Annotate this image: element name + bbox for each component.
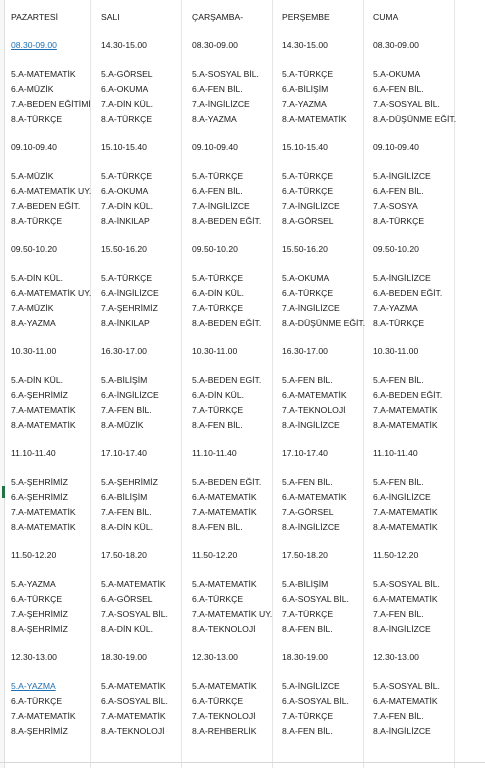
lesson-cell-carsamba[interactable]: 8.A-FEN BİL. [192,420,243,430]
lesson-cell-cuma[interactable]: 5.A-SOSYAL BİL. [373,579,440,589]
lesson-cell-cuma[interactable]: 7.A-SOSYA [373,201,418,211]
time-cell-sali[interactable]: 18.30-19.00 [101,652,147,662]
lesson-cell-pazartesi[interactable]: 5.A-DİN KÜL. [11,273,64,283]
lesson-cell-sali[interactable]: 6.A-OKUMA [101,186,149,196]
lesson-cell-sali[interactable]: 7.A-FEN BİL. [101,405,152,415]
lesson-cell-pazartesi[interactable]: 7.A-BEDEN EĞİT. [11,201,81,211]
lesson-cell-cuma[interactable]: 6.A-FEN BİL. [373,84,424,94]
time-cell-cuma[interactable]: 08.30-09.00 [373,40,419,50]
lesson-cell-pazartesi[interactable]: 5.A-YAZMA [11,579,56,589]
lesson-cell-persembe[interactable]: 7.A-İNGİLİZCE [282,303,340,313]
lesson-cell-sali[interactable]: 6.A-SOSYAL BİL. [101,696,168,706]
lesson-cell-sali[interactable]: 7.A-SOSYAL BİL. [101,609,168,619]
time-cell-persembe[interactable]: 18.30-19.00 [282,652,328,662]
lesson-cell-carsamba[interactable]: 8.A-REHBERLİK [192,726,257,736]
lesson-cell-persembe[interactable]: 6.A-BİLİŞİM [282,84,329,94]
lesson-cell-persembe[interactable]: 6.A-MATEMATİK [282,390,347,400]
time-cell-carsamba[interactable]: 08.30-09.00 [192,40,238,50]
time-cell-cuma[interactable]: 12.30-13.00 [373,652,419,662]
lesson-cell-persembe[interactable]: 5.A-FEN BİL. [282,477,333,487]
lesson-cell-pazartesi[interactable]: 5.A-MÜZİK [11,171,54,181]
lesson-cell-carsamba[interactable]: 7.A-MATEMATİK [192,507,257,517]
lesson-cell-pazartesi[interactable]: 6.A-MÜZİK [11,84,54,94]
lesson-cell-pazartesi[interactable]: 8.A-MATEMATİK [11,420,76,430]
header-sali[interactable]: SALI [101,12,120,22]
lesson-cell-cuma[interactable]: 7.A-YAZMA [373,303,418,313]
lesson-cell-pazartesi[interactable]: 5.A-MATEMATİK [11,69,76,79]
lesson-cell-cuma[interactable]: 5.A-İNGİLİZCE [373,273,431,283]
time-cell-pazartesi[interactable]: 12.30-13.00 [11,652,57,662]
time-cell-persembe[interactable]: 14.30-15.00 [282,40,328,50]
lesson-cell-carsamba[interactable]: 5.A-SOSYAL BİL. [192,69,259,79]
lesson-cell-persembe[interactable]: 8.A-GÖRSEL [282,216,334,226]
lesson-cell-cuma[interactable]: 8.A-DÜŞÜNME EĞİT. [373,114,457,124]
lesson-cell-persembe[interactable]: 6.A-TÜRKÇE [282,186,334,196]
time-cell-carsamba[interactable]: 10.30-11.00 [192,346,238,356]
time-cell-pazartesi[interactable]: 11.10-11.40 [11,448,56,458]
lesson-cell-cuma[interactable]: 5.A-SOSYAL BİL. [373,681,440,691]
lesson-cell-carsamba[interactable]: 7.A-MATEMATİK UY. [192,609,273,619]
lesson-cell-carsamba[interactable]: 8.A-BEDEN EĞİT. [192,216,262,226]
lesson-cell-persembe[interactable]: 6.A-SOSYAL BİL. [282,594,349,604]
lesson-cell-carsamba[interactable]: 6.A-TÜRKÇE [192,594,244,604]
lesson-cell-sali[interactable]: 5.A-MATEMATİK [101,681,166,691]
time-cell-carsamba[interactable]: 12.30-13.00 [192,652,238,662]
lesson-cell-pazartesi[interactable]: 8.A-YAZMA [11,318,56,328]
time-cell-persembe[interactable]: 15.50-16.20 [282,244,328,254]
lesson-cell-cuma[interactable]: 7.A-FEN BİL. [373,711,424,721]
lesson-cell-persembe[interactable]: 7.A-YAZMA [282,99,327,109]
lesson-cell-persembe[interactable]: 5.A-OKUMA [282,273,330,283]
time-cell-persembe[interactable]: 16.30-17.00 [282,346,328,356]
lesson-cell-persembe[interactable]: 5.A-TÜRKÇE [282,69,334,79]
lesson-cell-cuma[interactable]: 6.A-MATEMATİK [373,696,438,706]
time-cell-pazartesi[interactable]: 10.30-11.00 [11,346,57,356]
lesson-cell-pazartesi[interactable]: 5.A-YAZMA [11,681,56,691]
lesson-cell-carsamba[interactable]: 8.A-FEN BİL. [192,522,243,532]
lesson-cell-sali[interactable]: 5.A-GÖRSEL [101,69,153,79]
time-cell-pazartesi[interactable]: 09.50-10.20 [11,244,57,254]
lesson-cell-persembe[interactable]: 5.A-FEN BİL. [282,375,333,385]
lesson-cell-carsamba[interactable]: 7.A-İNGİLİZCE [192,201,250,211]
lesson-cell-carsamba[interactable]: 7.A-İNGİLİZCE [192,99,250,109]
lesson-cell-persembe[interactable]: 7.A-İNGİLİZCE [282,201,340,211]
lesson-cell-cuma[interactable]: 8.A-MATEMATİK [373,420,438,430]
lesson-cell-carsamba[interactable]: 5.A-MATEMATİK [192,579,257,589]
lesson-cell-pazartesi[interactable]: 8.A-MATEMATİK [11,522,76,532]
lesson-cell-sali[interactable]: 5.A-ŞEHRİMİZ [101,477,158,487]
lesson-cell-pazartesi[interactable]: 8.A-ŞEHRİMİZ [11,624,68,634]
lesson-cell-sali[interactable]: 7.A-DİN KÜL. [101,99,154,109]
lesson-cell-cuma[interactable]: 6.A-İNGİLİZCE [373,492,431,502]
lesson-cell-cuma[interactable]: 6.A-FEN BİL. [373,186,424,196]
header-pazartesi[interactable]: PAZARTESİ [11,12,58,22]
lesson-cell-carsamba[interactable]: 5.A-TÜRKÇE [192,171,244,181]
header-persembe[interactable]: PERŞEMBE [282,12,330,22]
lesson-cell-pazartesi[interactable]: 7.A-MÜZİK [11,303,54,313]
lesson-cell-cuma[interactable]: 6.A-BEDEN EĞİT. [373,288,443,298]
lesson-cell-cuma[interactable]: 8.A-İNGİLİZCE [373,624,431,634]
lesson-cell-persembe[interactable]: 7.A-TEKNOLOJİ [282,405,346,415]
time-cell-carsamba[interactable]: 11.50-12.20 [192,550,238,560]
lesson-cell-carsamba[interactable]: 5.A-MATEMATİK [192,681,257,691]
lesson-cell-carsamba[interactable]: 7.A-TÜRKÇE [192,303,244,313]
lesson-cell-pazartesi[interactable]: 7.A-BEDEN EĞİTİMİ [11,99,91,109]
lesson-cell-cuma[interactable]: 7.A-MATEMATİK [373,507,438,517]
lesson-cell-carsamba[interactable]: 5.A-BEDEN EĞİT. [192,477,262,487]
lesson-cell-pazartesi[interactable]: 6.A-ŞEHRİMİZ [11,390,68,400]
lesson-cell-carsamba[interactable]: 7.A-TEKNOLOJİ [192,711,256,721]
lesson-cell-cuma[interactable]: 5.A-FEN BİL. [373,375,424,385]
lesson-cell-cuma[interactable]: 8.A-TÜRKÇE [373,216,425,226]
lesson-cell-sali[interactable]: 5.A-TÜRKÇE [101,171,153,181]
lesson-cell-cuma[interactable]: 7.A-FEN BİL. [373,609,424,619]
time-cell-cuma[interactable]: 11.50-12.20 [373,550,419,560]
time-cell-persembe[interactable]: 17.50-18.20 [282,550,328,560]
lesson-cell-sali[interactable]: 6.A-GÖRSEL [101,594,153,604]
time-cell-pazartesi[interactable]: 11.50-12.20 [11,550,57,560]
active-cell-indicator [2,486,5,498]
lesson-cell-pazartesi[interactable]: 8.A-ŞEHRİMİZ [11,726,68,736]
lesson-cell-carsamba[interactable]: 7.A-TÜRKÇE [192,405,244,415]
lesson-cell-persembe[interactable]: 6.A-TÜRKÇE [282,288,334,298]
lesson-cell-persembe[interactable]: 8.A-FEN BİL. [282,624,333,634]
lesson-cell-carsamba[interactable]: 6.A-MATEMATİK [192,492,257,502]
lesson-cell-carsamba[interactable]: 8.A-YAZMA [192,114,237,124]
lesson-cell-carsamba[interactable]: 6.A-TÜRKÇE [192,696,244,706]
lesson-cell-pazartesi[interactable]: 8.A-TÜRKÇE [11,216,63,226]
lesson-cell-pazartesi[interactable]: 6.A-MATEMATİK UY. [11,288,92,298]
time-cell-carsamba[interactable]: 09.10-09.40 [192,142,238,152]
lesson-cell-persembe[interactable]: 5.A-BİLİŞİM [282,579,329,589]
lesson-cell-cuma[interactable]: 8.A-MATEMATİK [373,522,438,532]
time-cell-cuma[interactable]: 11.10-11.40 [373,448,418,458]
lesson-cell-pazartesi[interactable]: 5.A-ŞEHRİMİZ [11,477,68,487]
time-cell-carsamba[interactable]: 09.50-10.20 [192,244,238,254]
lesson-cell-sali[interactable]: 8.A-TÜRKÇE [101,114,153,124]
lesson-cell-pazartesi[interactable]: 6.A-TÜRKÇE [11,594,63,604]
header-carsamba[interactable]: ÇARŞAMBA- [192,12,244,22]
lesson-cell-pazartesi[interactable]: 6.A-ŞEHRİMİZ [11,492,68,502]
lesson-cell-sali[interactable]: 5.A-TÜRKÇE [101,273,153,283]
time-cell-cuma[interactable]: 09.10-09.40 [373,142,419,152]
time-cell-sali[interactable]: 15.50-16.20 [101,244,147,254]
lesson-cell-sali[interactable]: 8.A-İNKILAP [101,216,150,226]
lesson-cell-persembe[interactable]: 8.A-İNGİLİZCE [282,522,340,532]
lesson-cell-pazartesi[interactable]: 7.A-MATEMATİK [11,507,76,517]
lesson-cell-cuma[interactable]: 6.A-MATEMATİK [373,594,438,604]
lesson-cell-sali[interactable]: 5.A-BİLİŞİM [101,375,148,385]
time-cell-cuma[interactable]: 10.30-11.00 [373,346,419,356]
lesson-cell-carsamba[interactable]: 6.A-FEN BİL. [192,186,243,196]
lesson-cell-persembe[interactable]: 8.A-DÜŞÜNME EĞİT. [282,318,366,328]
lesson-cell-sali[interactable]: 8.A-DİN KÜL. [101,624,154,634]
lesson-cell-sali[interactable]: 6.A-OKUMA [101,84,149,94]
lesson-cell-pazartesi[interactable]: 7.A-MATEMATİK [11,711,76,721]
lesson-cell-cuma[interactable]: 7.A-MATEMATİK [373,405,438,415]
lesson-cell-carsamba[interactable]: 6.A-DİN KÜL. [192,288,245,298]
time-cell-cuma[interactable]: 09.50-10.20 [373,244,419,254]
time-cell-sali[interactable]: 17.50-18.20 [101,550,147,560]
lesson-cell-cuma[interactable]: 8.A-İNGİLİZCE [373,726,431,736]
time-cell-persembe[interactable]: 17.10-17.40 [282,448,328,458]
lesson-cell-carsamba[interactable]: 6.A-FEN BİL. [192,84,243,94]
lesson-cell-sali[interactable]: 8.A-İNKILAP [101,318,150,328]
lesson-cell-sali[interactable]: 7.A-ŞEHRİMİZ [101,303,158,313]
lesson-cell-cuma[interactable]: 7.A-SOSYAL BİL. [373,99,440,109]
time-cell-persembe[interactable]: 15.10-15.40 [282,142,328,152]
lesson-cell-sali[interactable]: 8.A-MÜZİK [101,420,144,430]
lesson-cell-pazartesi[interactable]: 6.A-MATEMATİK UY. [11,186,92,196]
lesson-cell-sali[interactable]: 6.A-İNGİLİZCE [101,390,159,400]
lesson-cell-persembe[interactable]: 8.A-FEN BİL. [282,726,333,736]
lesson-cell-sali[interactable]: 8.A-TEKNOLOJİ [101,726,165,736]
bottom-border [0,762,485,763]
lesson-cell-carsamba[interactable]: 6.A-DİN KÜL. [192,390,245,400]
lesson-cell-cuma[interactable]: 5.A-İNGİLİZCE [373,171,431,181]
lesson-cell-persembe[interactable]: 8.A-İNGİLİZCE [282,420,340,430]
header-cuma[interactable]: CUMA [373,12,399,22]
row-header-edge [0,0,5,768]
time-cell-sali[interactable]: 16.30-17.00 [101,346,147,356]
lesson-cell-sali[interactable]: 7.A-MATEMATİK [101,711,166,721]
lesson-cell-pazartesi[interactable]: 6.A-TÜRKÇE [11,696,63,706]
lesson-cell-persembe[interactable]: 6.A-MATEMATİK [282,492,347,502]
time-cell-pazartesi[interactable]: 09.10-09.40 [11,142,57,152]
lesson-cell-carsamba[interactable]: 8.A-BEDEN EĞİT. [192,318,262,328]
lesson-cell-persembe[interactable]: 5.A-İNGİLİZCE [282,681,340,691]
lesson-cell-cuma[interactable]: 5.A-FEN BİL. [373,477,424,487]
lesson-cell-pazartesi[interactable]: 7.A-MATEMATİK [11,405,76,415]
lesson-cell-persembe[interactable]: 8.A-MATEMATİK [282,114,347,124]
time-cell-carsamba[interactable]: 11.10-11.40 [192,448,237,458]
lesson-cell-cuma[interactable]: 8.A-TÜRKÇE [373,318,425,328]
lesson-cell-persembe[interactable]: 7.A-TÜRKÇE [282,609,334,619]
lesson-cell-persembe[interactable]: 7.A-GÖRSEL [282,507,334,517]
lesson-cell-sali[interactable]: 6.A-BİLİŞİM [101,492,148,502]
lesson-cell-pazartesi[interactable]: 5.A-DİN KÜL. [11,375,64,385]
lesson-cell-persembe[interactable]: 6.A-SOSYAL BİL. [282,696,349,706]
lesson-cell-carsamba[interactable]: 8.A-TEKNOLOJİ [192,624,256,634]
lesson-cell-sali[interactable]: 8.A-DİN KÜL. [101,522,154,532]
lesson-cell-carsamba[interactable]: 5.A-BEDEN EGİT. [192,375,262,385]
lesson-cell-cuma[interactable]: 6.A-BEDEN EĞİT. [373,390,443,400]
time-cell-sali[interactable]: 17.10-17.40 [101,448,147,458]
lesson-cell-persembe[interactable]: 5.A-TÜRKÇE [282,171,334,181]
lesson-cell-sali[interactable]: 6.A-İNGİLİZCE [101,288,159,298]
lesson-cell-sali[interactable]: 7.A-DİN KÜL. [101,201,154,211]
lesson-cell-pazartesi[interactable]: 8.A-TÜRKÇE [11,114,63,124]
lesson-cell-pazartesi[interactable]: 7.A-ŞEHRİMİZ [11,609,68,619]
time-cell-sali[interactable]: 15.10-15.40 [101,142,147,152]
lesson-cell-carsamba[interactable]: 5.A-TÜRKÇE [192,273,244,283]
time-cell-sali[interactable]: 14.30-15.00 [101,40,147,50]
lesson-cell-sali[interactable]: 7.A-FEN BİL. [101,507,152,517]
lesson-cell-persembe[interactable]: 7.A-TÜRKÇE [282,711,334,721]
lesson-cell-cuma[interactable]: 5.A-OKUMA [373,69,421,79]
time-cell-pazartesi[interactable]: 08.30-09.00 [11,40,57,50]
lesson-cell-sali[interactable]: 5.A-MATEMATİK [101,579,166,589]
